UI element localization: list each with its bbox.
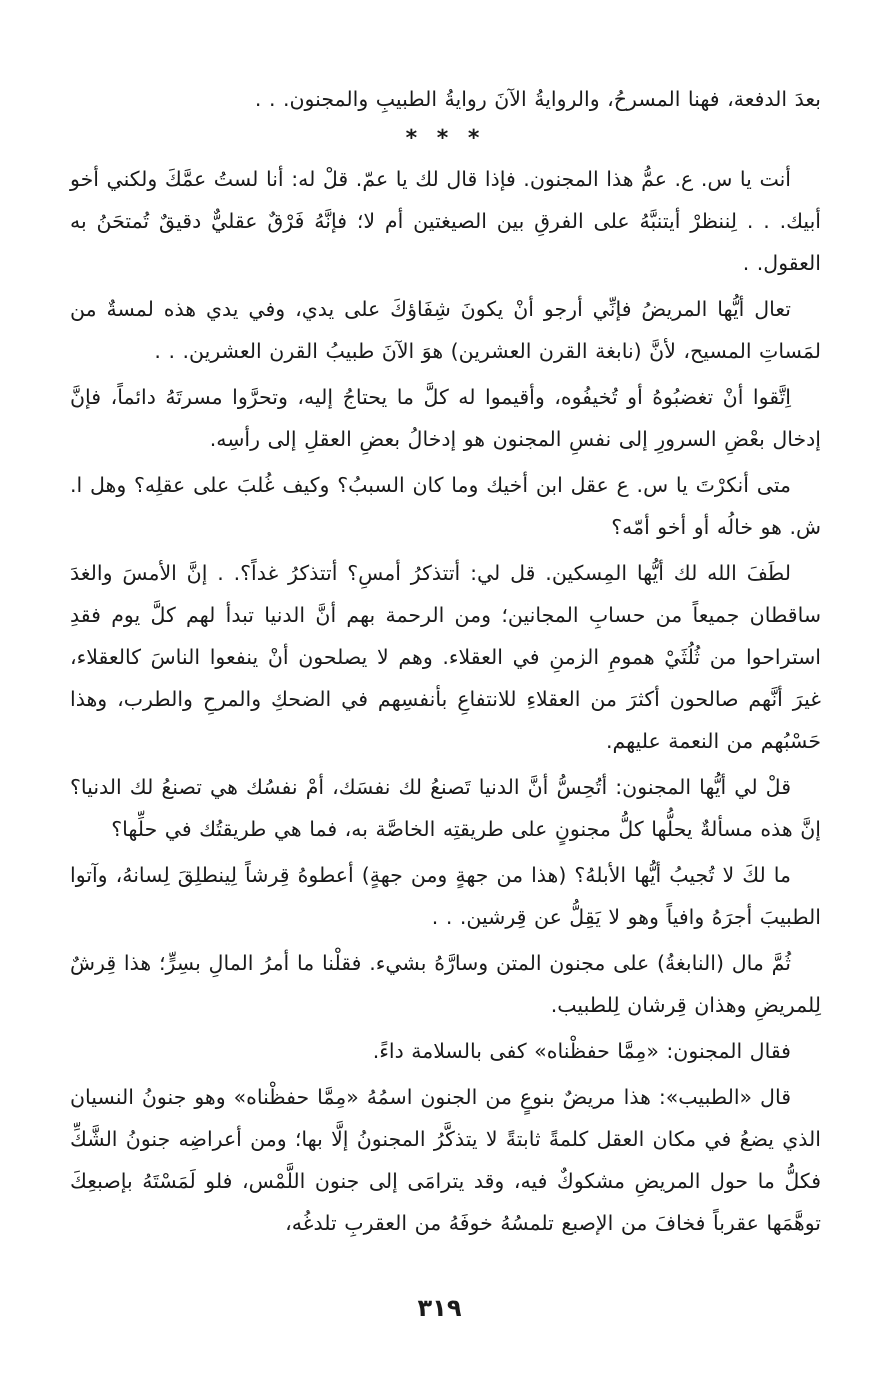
- paragraph: قال «الطبيب»: هذا مريضٌ بنوعٍ من الجنون اسمُهُ «مِمَّا حفظْناه» وهو جنونُ النسيان الذي يضعُ في مكان العقل كلمةً ثابتةً لا يتذكَّرُ المجنونُ إلَّا بها؛ ومن أعراضِه جنونُ الشَّكِّ فكلُّ ما حول المريضِ مشكوكٌ فيه، وقد يترامَى إلى جنون اللَّمْس، فلو لَمَسْتَهُ بإصبعِكَ توهَّمَها عقرباً فخافَ من الإصبع تلمسُهُ خوفَهُ من العقربِ تلدغُه،: [70, 1085, 821, 1235]
- paragraph: لطَفَ الله لك أيُّها المِسكين. قل لي: أتتذكرُ أمسِ؟ أتتذكرُ غداً؟. . إنَّ الأمسَ والغدَ ساقطان جميعاً من حسابِ المجانين؛ ومن الرحمة بهم أنَّ الدنيا تبدأ لهم كلَّ يوم فقدِ استراحوا من ثُلُثَيْ همومِ الزمنِ في العقلاء. وهم لا يصلحون أنْ ينفعوا الناسَ كالعقلاء، غيرَ أنَّهم صالحون أكثرَ من العقلاءِ للانتفاعِ بأنفسِهم في الضحكِ والمرحِ والطرب، وهذا حَسْبُهم من النعمة عليهم.: [70, 561, 821, 753]
- paragraph: ما لكَ لا تُجيبُ أيُّها الأبلهُ؟ (هذا من جهةٍ ومن جهةٍ) أعطوهُ قِرشاً لِينطلِقَ لِسانهُ، وآتوا الطبيبَ أجرَهُ وافياً وهو لا يَقِلُّ عن قِرشين. . .: [70, 863, 821, 929]
- page-number: ٣١٩: [417, 1294, 462, 1322]
- paragraph: تعال أيُّها المريضُ فإنِّي أرجو أنْ يكونَ شِفَاؤكَ على يدي، وفي يدي هذه لمسةٌ من لمَساتِ المسيح، لأنَّ (نابغة القرن العشرين) هوَ الآنَ طبيبُ القرن العشرين. . .: [70, 297, 821, 363]
- paragraph: اِتَّقوا أنْ تغضبُوهُ أو تُخيفُوه، وأقيموا له كلَّ ما يحتاجُ إليه، وتحرَّوا مسرتَهُ دائماً، فإنَّ إدخال بعْضِ السرورِ إلى نفسِ المجنون هو إدخالُ بعضِ العقلِ إلى رأسِه.: [70, 385, 821, 451]
- paragraph: متى أنكرْتَ يا س. ع عقل ابن أخيك وما كان السببُ؟ وكيف غُلبَ على عقلِه؟ وهل ا. ش. هو خالُه أو أخو أمّه؟: [70, 473, 821, 539]
- paragraph: أنت يا س. ع. عمُّ هذا المجنون. فإذا قال لك يا عمّ. قلْ له: أنا لستُ عمَّكَ ولكني أخو أبيك. . . لِننظرْ أيتنبَّهُ على الفرقِ بين الصيغتين أم لا؛ فإنَّهُ فَرْقٌ عقليٌّ دقيقٌ تُمتحَنُ به العقول. .: [70, 167, 821, 275]
- paragraph: بعدَ الدفعة، فهنا المسرحُ، والروايةُ الآنَ روايةُ الطبيبِ والمجنون. . .: [254, 87, 821, 111]
- book-page: [70, 78, 821, 1248]
- section-separator: * * *: [405, 126, 486, 151]
- paragraph: قلْ لي أيُّها المجنون: أتُحِسُّ أنَّ الدنيا تَصنعُ لك نفسَك، أمْ نفسُك هي تصنعُ لك الدنيا؟ إنَّ هذه مسألةٌ يحلُّها كلُّ مجنونٍ على طريقتِه الخاصَّة به، فما هي طريقتُك في حلِّها؟: [70, 775, 821, 841]
- paragraph: فقال المجنون: «مِمَّا حفظْناه» كفى بالسلامة داءً.: [372, 1039, 791, 1063]
- paragraph: ثُمَّ مال (النابغةُ) على مجنون المتن وسارَّهُ بشيء. فقلْنا ما أمرُ المالِ بسِرٍّ؛ هذا قِرشٌ لِلمريضِ وهذان قِرشان لِلطبيب.: [70, 951, 821, 1017]
